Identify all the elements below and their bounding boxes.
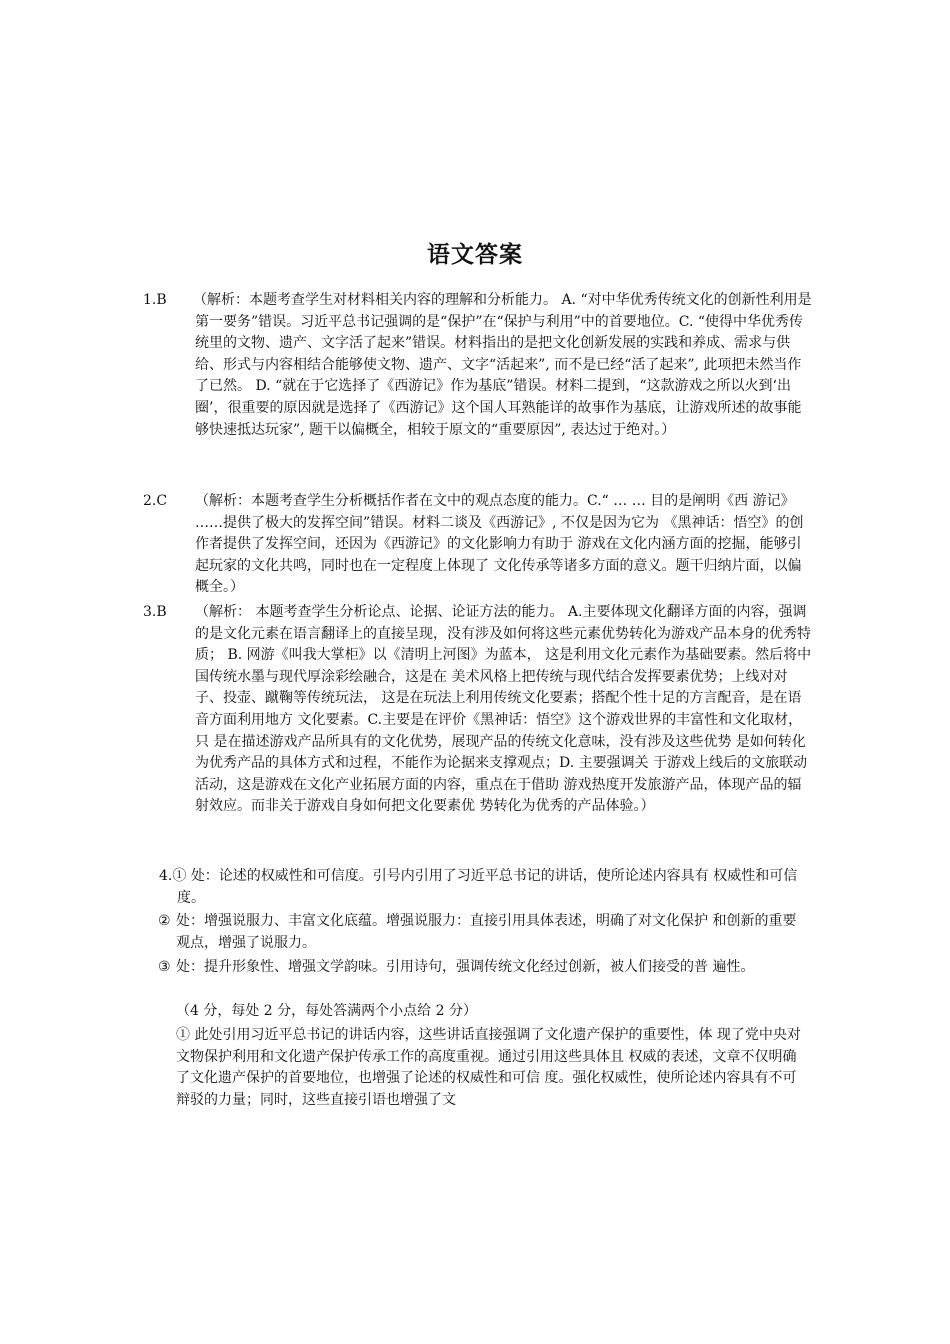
answer-number: 2.C: [143, 493, 168, 509]
answer-item-2: [143, 491, 813, 599]
answer-4-point-1: [143, 866, 813, 909]
scoring-note: （4 分，每处 2 分，每处答满两个小点给 2 分）: [176, 1003, 477, 1019]
point-mark: ②: [158, 913, 171, 929]
answer-4-detail: [176, 1025, 806, 1111]
point-text: 处：论述的权威性和可信度。引号内引用了习近平总书记的讲话，使所论述内容具有 权威性和可信度。: [177, 868, 798, 906]
answer-explanation: （解析：本题考查学生分析概括作者在文中的观点态度的能力。C.“ … … 目的是阐明《西 游记》 ……提供了极大的发挥空间”错误。材料二谈及《西游记》, 不仅是因为它为 《黑神话：悟空》的创作者提供了发挥空间，还因为《西游记》的文化影响力有助于 游戏在文化内涵方面的挖掘，能够引起玩家的文化共鸣，同时也在一定程度上体现了 文化传承等诸多方面的意义。题干归纳片面，以偏概全。）: [195, 493, 804, 596]
answer-explanation: （解析：本题考查学生对材料相关内容的理解和分析能力。 A. “对中华优秀传统文化的创新性利用是第一要务”错误。习近平总书记强调的是“保护”在“保护与利用”中的首要地位。C. “使得中华优秀传统里的文物、遗产、文字活了起来”错误。材料指出的是把文化创新发展的实践和养成、需求与供给、形式与内容相结合能够使文物、遗产、文字“活起来”, 而不是已经“活了起来”, 此项把未然当作了已然。 D. “就在于它选择了《西游记》作为基底”错误。材料二提到，“这款游戏之所以火到‘出圈’，很重要的原因就是选择了《西游记》这个国人耳熟能详的故事作为基底，让游戏所述的故事能够快速抵达玩家”, 题干以偏概全，相较于原文的“重要原因”, 表达过于绝对。）: [193, 292, 812, 438]
detail-text: 此处引用习近平总书记的讲话内容，这些讲话直接强调了文化遗产保护的重要性，体 现了党中央对文物保护利用和文化遗产保护传承工作的高度重视。通过引用这些具体且 权威的表述，文章不仅明确了文化遗产保护的首要地位，也增强了论述的权威性和可信 度。强化权威性，使所论述内容具有不可辩驳的力量；同时，这些直接引语也增强了文: [176, 1027, 801, 1108]
answer-4-point-3: [158, 957, 808, 979]
answer-explanation: （解析： 本题考查学生分析论点、论据、论证方法的能力。 A.主要体现文化翻译方面的内容，强调的是文化元素在语言翻译上的直接呈现，没有涉及如何将这些元素优势转化为游戏产品本身的优秀特质； B. 网游《叫我大掌柜》以《清明上河图》为蓝本， 这是利用文化元素作为基础要素。然后将中国传统水墨与现代厚涂彩绘融合，这是在 美术风格上把传统与现代结合发挥要素优势；上线对对子、投壶、蹴鞠等传统玩法， 这是在玩法上利用传统文化要素；搭配个性十足的方言配音，是在语音方面利用地方 文化要素。C.主要是在评价《黑神话：悟空》这个游戏世界的丰富性和文化取材，只 是在描述游戏产品所具有的文化优势，展现产品的传统文化意味，没有涉及这些优势 是如何转化为优秀产品的具体方式和过程，不能作为论据来支撑观点；D. 主要强调关 于游戏上线后的文旅联动活动，这是游戏在文化产业拓展方面的内容，重点在于借助 游戏热度开发旅游产品，体现产品的辐射效应。而非关于游戏自身如何把文化要素优 势转化为优秀的产品体验。）: [195, 604, 812, 815]
page-title: 语文答案: [427, 242, 523, 268]
answer-number: 4.: [159, 868, 173, 884]
point-text: 处：增强说服力、丰富文化底蕴。增强说服力：直接引用具体表述，明确了对文化保护 和创新的重要观点，增强了说服力。: [176, 913, 797, 951]
answer-item-1: [143, 290, 813, 441]
answer-item-4: [143, 866, 813, 909]
answer-number: 3.B: [143, 604, 167, 620]
detail-mark: ①: [176, 1027, 190, 1043]
point-mark: ③: [158, 959, 171, 975]
answer-number: 1.B: [143, 292, 167, 308]
point-text: 处：提升形象性、增强文学韵味。引用诗句，强调传统文化经过创新，被人们接受的普 遍性。: [176, 959, 755, 975]
answer-item-3: [143, 602, 813, 818]
answer-4-point-2: [158, 911, 808, 954]
point-mark: ①: [172, 868, 187, 884]
